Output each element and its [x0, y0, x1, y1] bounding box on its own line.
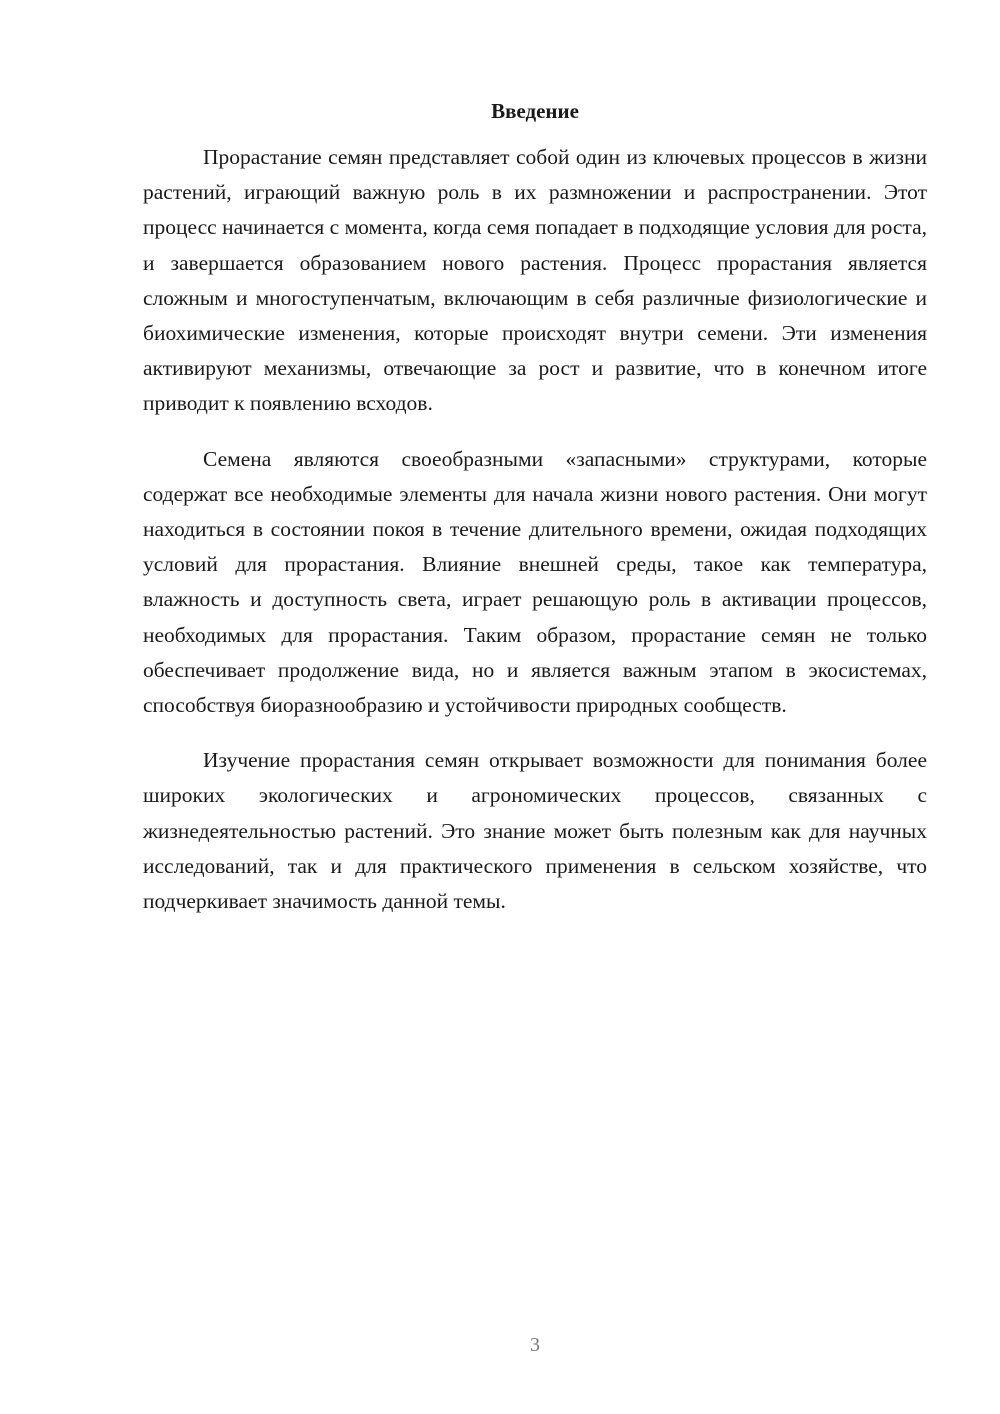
body-text: [143, 140, 927, 939]
section-title: Введение: [491, 99, 579, 123]
paragraph-3: Изучение прорастания семян открывает возможности для понимания более широких экологических и агрономических процессов, связанных с жизнедеятельностью растений. Это знание может быть полезным как для научных исследований, так и для практического применения в сельском хозяйстве, что подчеркивает значимость данной темы.: [143, 748, 927, 914]
page-number: 3: [530, 1334, 540, 1356]
paragraph-2: Семена являются своеобразными «запасными» структурами, которые содержат все необходимые элементы для начала жизни нового растения. Они могут находиться в состоянии покоя в течение длительного времени, ожидая подходящих условий для прорастания. Влияние внешней среды, такое как температура, влажность и доступность света, играет решающую роль в активации процессов, необходимых для прорастания. Таким образом, прорастание семян не только обеспечивает продолжение вида, но и является важным этапом в экосистемах, способствуя биоразнообразию и устойчивости природных сообществ.: [143, 446, 927, 718]
paragraph-1: Прорастание семян представляет собой один из ключевых процессов в жизни растений, играющий важную роль в их размножении и распространении. Этот процесс начинается с момента, когда семя попадает в подходящие условия для роста, и завершается образованием нового растения. Процесс прорастания является сложным и многоступенчатым, включающим в себя различные физиологические и биохимические изменения, которые происходят внутри семени. Эти изменения активируют механизмы, отвечающие за рост и развитие, что в конечном итоге приводит к появлению всходов.: [143, 145, 927, 416]
